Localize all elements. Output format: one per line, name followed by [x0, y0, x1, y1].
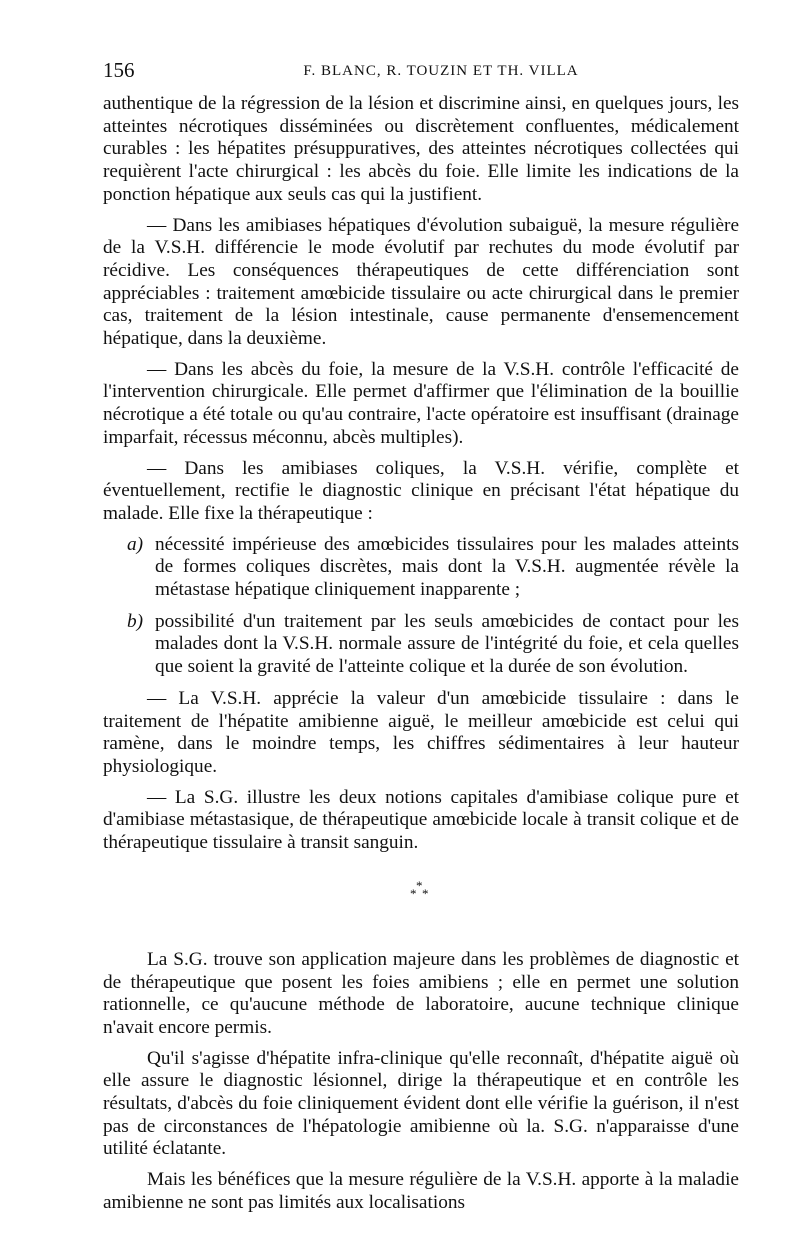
page-header: [103, 58, 739, 88]
list-marker: b): [126, 610, 143, 632]
paragraph: authentique de la régression de la lésion et discrimine ainsi, en quelques jours, les atteintes nécrotiques disséminées ou discrètement confluentes, médicalement curables : les hépatites présuppuratives, des atteintes nécrotiques collectées qui requièrent l'acte chirurgical : les abcès du foie. Elle limite les indications de la ponction hépatique aux seuls cas qui la justifient.: [103, 93, 739, 205]
list-text: possibilité d'un traitement par les seuls amœbicides de contact pour les malades dont la V.S.H. normale assure de l'intégrité du foie, et cela quelles que soient la gravité de l'atteinte colique et la durée de son évolution.: [155, 610, 739, 678]
page-number: 156: [103, 58, 135, 82]
paragraph: Mais les bénéfices que la mesure régulière de la V.S.H. apporte à la maladie amibienne ne sont pas limités aux localisations: [103, 1169, 739, 1213]
running-head: F. BLANC, R. TOUZIN ET TH. VILLA: [303, 63, 579, 79]
asterism-star: *: [410, 885, 417, 901]
list-text: nécessité impérieuse des amœbicides tissulaires pour les malades atteints de formes coliques discrètes, mais dont la V.S.H. augmentée révèle la métastase hépatique cliniquement inapparente ;: [155, 533, 739, 601]
paragraph: La S.G. trouve son application majeure dans les problèmes de diagnostic et de thérapeutique que posent les foies amibiens ; elle en permet une solution rationnelle, ce qu'aucune méthode de laboratoire, aucune technique clinique n'avait encore permis.: [103, 948, 739, 1038]
asterism: [406, 879, 436, 903]
asterism-star: *: [416, 877, 423, 893]
section-separator: [103, 879, 739, 909]
paragraph: — Dans les amibiases coliques, la V.S.H. vérifie, complète et éventuellement, rectifie le diagnostic clinique en précisant l'état hépatique du malade. Elle fixe la thérapeutique :: [103, 457, 739, 524]
paragraph: — Dans les amibiases hépatiques d'évolution subaiguë, la mesure régulière de la V.S.H. différencie le mode évolutif par rechutes du mode évolutif par récidive. Les conséquences thérapeutiques de cette différenciation sont appréciables : traitement amœbicide tissulaire ou acte chirurgical dans le premier cas, traitement de la lésion intestinale, cause permanente d'ensemencement hépatique, dans la deuxième.: [103, 214, 739, 350]
page-body: [103, 93, 739, 1223]
paragraph: Qu'il s'agisse d'hépatite infra-clinique qu'elle reconnaît, d'hépatite aiguë où elle assure le diagnostic lésionnel, dirige la thérapeutique et en contrôle les résultats, d'abcès du foie cliniquement évident dont elle vérifie la guérison, il n'est pas de circonstances de l'hépatologie amibienne où la. S.G. n'apparaisse d'une utilité éclatante.: [103, 1047, 739, 1160]
paragraph: — La S.G. illustre les deux notions capitales d'amibiase colique pure et d'amibiase métastasique, de thérapeutique amœbicide locale à transit colique et de thérapeutique tissulaire à transit sanguin.: [103, 786, 739, 854]
paragraph: — La V.S.H. apprécie la valeur d'un amœbicide tissulaire : dans le traitement de l'hépatite amibienne aiguë, le meilleur amœbicide est celui qui ramène, dans le moindre temps, les chiffres sédimentaires à leur hauteur physiologique.: [103, 687, 739, 777]
list-marker: a): [126, 533, 143, 555]
paragraph: — Dans les abcès du foie, la mesure de la V.S.H. contrôle l'efficacité de l'intervention chirurgicale. Elle permet d'affirmer que l'élimination de la bouillie nécrotique a été totale ou qu'au contraire, l'acte opératoire est insuffisant (drainage imparfait, récessus méconnu, abcès multiples).: [103, 358, 739, 448]
list-item: [103, 534, 739, 602]
list-item: [103, 611, 739, 679]
asterism-star: *: [422, 885, 429, 901]
